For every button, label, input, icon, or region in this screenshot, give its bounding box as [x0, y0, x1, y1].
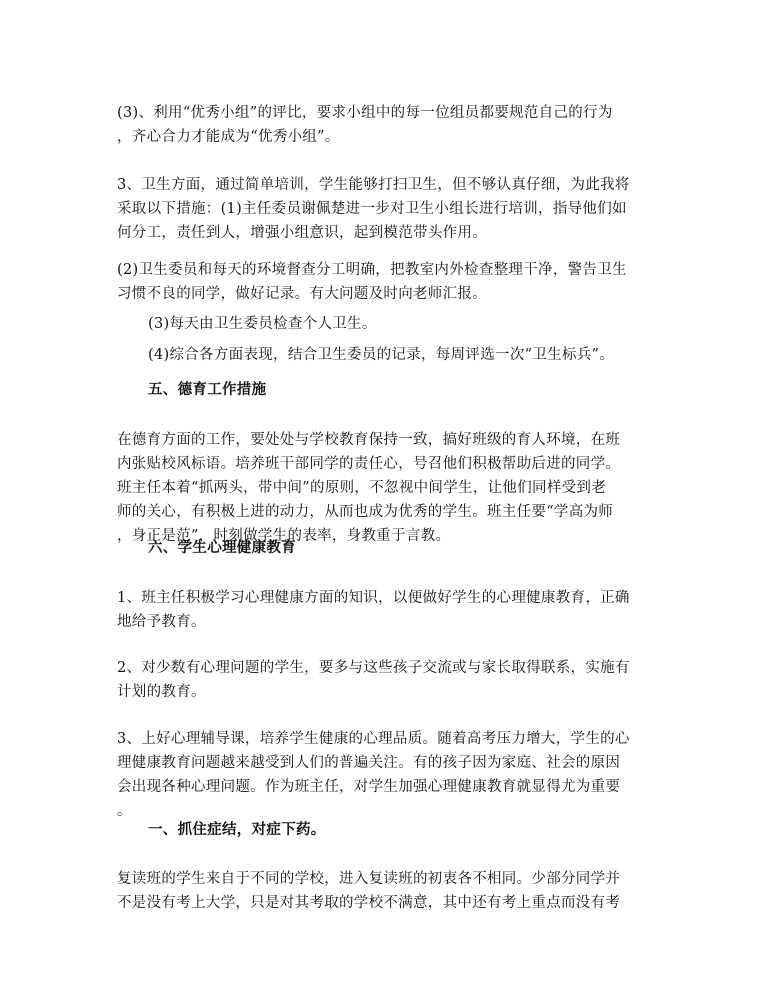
- section-heading-mental-health: 六、学生心理健康教育: [148, 539, 296, 556]
- paragraph-mental-health-3: [117, 727, 657, 823]
- text-line: (3)每天由卫生委员检查个人卫生。: [148, 316, 377, 332]
- text-line: 在德育方面的工作，要处处与学校教育保持一致，搞好班级的育人环境，在班: [117, 432, 621, 448]
- paragraph-excellent-group: [117, 101, 657, 149]
- paragraph-hygiene: [117, 173, 657, 245]
- paragraph-repeat-class: [117, 867, 657, 915]
- text-line: 3、上好心理辅导课，培养学生健康的心理品质。随着高考压力增大，学生的心: [117, 731, 630, 747]
- section-heading-address-the-root: 一、抓住症结，对症下药。: [148, 821, 326, 838]
- text-line: 。: [117, 803, 132, 819]
- text-line: ，身正是范”，时刻做学生的表率，身教重于言教。: [117, 528, 451, 544]
- paragraph-hygiene-4: [148, 343, 688, 367]
- text-line: 不是没有考上大学，只是对其考取的学校不满意，其中还有考上重点而没有考: [117, 895, 621, 911]
- paragraph-hygiene-2: [117, 258, 657, 306]
- text-line: 采取以下措施：(1)主任委员谢佩楚进一步对卫生小组长进行培训，指导他们如: [117, 201, 627, 217]
- paragraph-hygiene-3: [148, 312, 688, 336]
- text-line: 3、卫生方面，通过简单培训，学生能够打扫卫生，但不够认真仔细，为此我将: [117, 177, 630, 193]
- text-line: 习惯不良的同学，做好记录。有大问题及时向老师汇报。: [117, 286, 487, 302]
- paragraph-mental-health-2: [117, 656, 657, 704]
- text-line: 会出现各种心理问题。作为班主任，对学生加强心理健康教育就显得尤为重要: [117, 779, 621, 795]
- text-line: (3)、利用“优秀小组”的评比，要求小组中的每一位组员都要规范自己的行为: [117, 105, 613, 121]
- text-line: 1、班主任积极学习心理健康方面的知识，以便做好学生的心理健康教育，正确: [117, 590, 630, 606]
- text-line: 复读班的学生来自于不同的学校，进入复读班的初衷各不相同。少部分同学并: [117, 871, 621, 887]
- text-line: 2、对少数有心理问题的学生，要多与这些孩子交流或与家长取得联系，实施有: [117, 660, 630, 676]
- text-line: 班主任本着“抓两头，带中间”的原则，不忽视中间学生，让他们同样受到老: [117, 480, 607, 496]
- paragraph-mental-health-1: [117, 586, 657, 634]
- text-line: 内张贴校风标语。培养班干部同学的责任心，号召他们积极帮助后进的同学。: [117, 456, 621, 472]
- paragraph-moral-education: [117, 428, 657, 548]
- text-line: 师的关心，有积极上进的动力，从而也成为优秀的学生。班主任要“学高为师: [117, 504, 614, 520]
- section-heading-moral-education: 五、德育工作措施: [148, 381, 267, 398]
- text-line: (2)卫生委员和每天的环境督查分工明确，把教室内外检查整理干净，警告卫生: [117, 262, 627, 278]
- text-line: 理健康教育问题越来越受到人们的普遍关注。有的孩子因为家庭、社会的原因: [117, 755, 621, 771]
- text-line: 地给予教育。: [117, 614, 206, 630]
- text-line: 何分工，责任到人，增强小组意识，起到模范带头作用。: [117, 225, 487, 241]
- text-line: ，齐心合力才能成为“优秀小组”。: [117, 129, 340, 145]
- text-line: (4)综合各方面表现，结合卫生委员的记录，每周评选一次“卫生标兵”。: [148, 347, 615, 363]
- text-line: 计划的教育。: [117, 684, 206, 700]
